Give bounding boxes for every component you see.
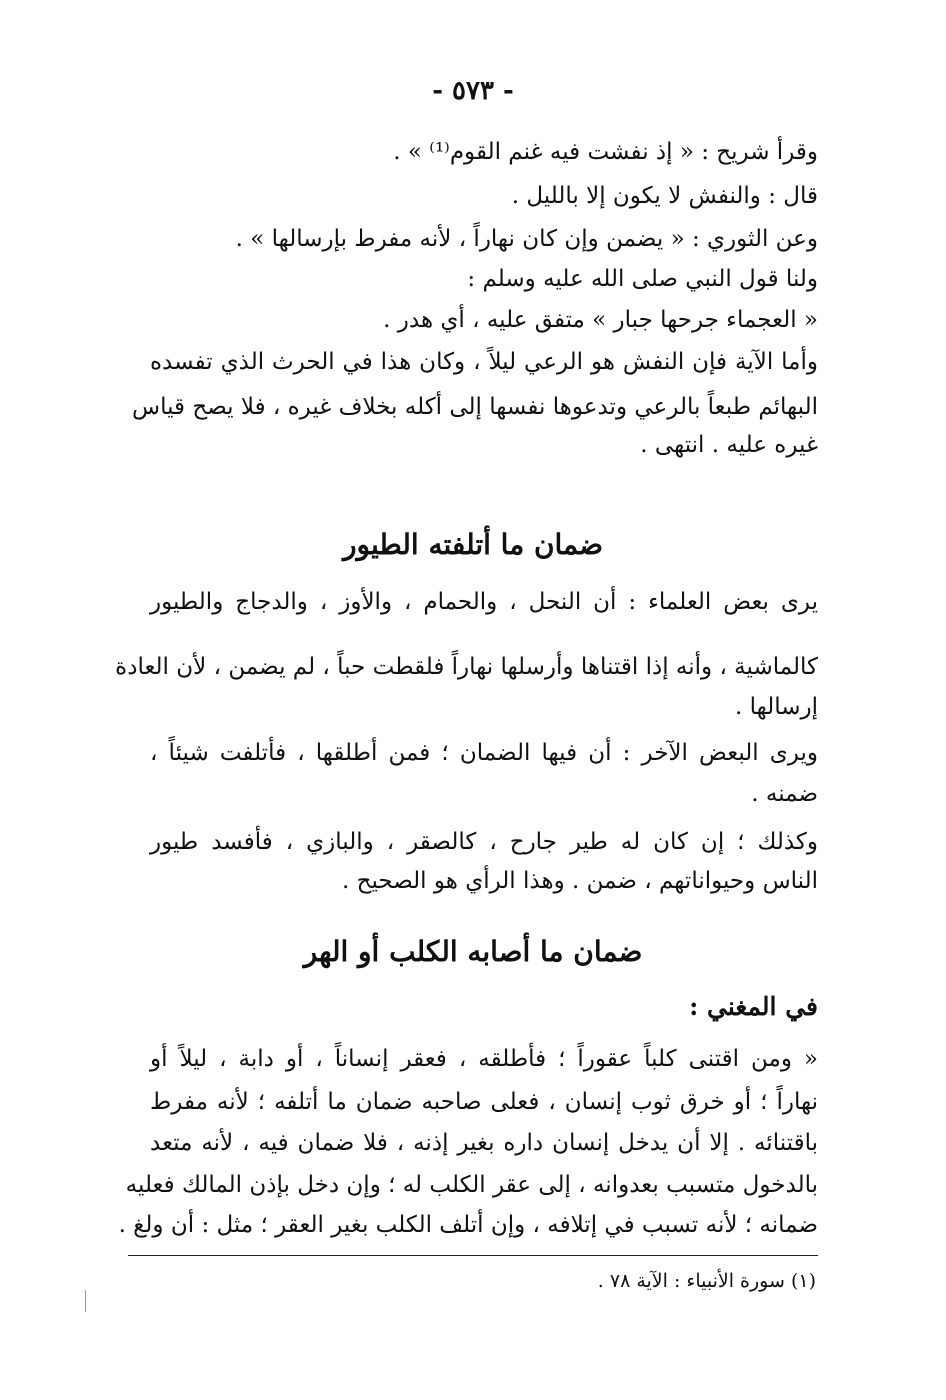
text-line: ولنا قول النبي صلى الله عليه وسلم :: [467, 266, 818, 292]
footnote-rule: [128, 1255, 818, 1256]
text-line: بالدخول متسبب بعدوانه ، إلى عقر الكلب له ؛ وإن دخل بإذن المالك فعليه: [125, 1172, 818, 1198]
text-line: الناس وحيواناتهم ، ضمن . وهذا الرأي هو الصحيح .: [341, 868, 818, 894]
text-line: قال : والنفش لا يكون إلا بالليل .: [511, 183, 818, 209]
text-line: ويرى البعض الآخر : أن فيها الضمان ؛ فمن أطلقها ، فأتلفت شيئاً ،: [150, 740, 818, 766]
text-line: غيره عليه . انتهى .: [640, 432, 818, 458]
text-line: نهاراً ؛ أو خرق ثوب إنسان ، فعلى صاحبه ضمان ما أتلفه ؛ لأنه مفرط: [150, 1089, 818, 1115]
text-line: « ومن اقتنى كلباً عقوراً ؛ فأطلقه ، فعقر إنساناً ، أو دابة ، ليلاً أو: [150, 1046, 818, 1072]
text-line: « العجماء جرحها جبار » متفق عليه ، أي هدر .: [383, 307, 818, 333]
text-line: يرى بعض العلماء : أن النحل ، والحمام ، والأوز ، والدجاج والطيور: [150, 589, 818, 615]
text-line: البهائم طبعاً بالرعي وتدعوها نفسها إلى أكله بخلاف غيره ، فلا يصح قياس: [132, 394, 818, 420]
margin-mark: [85, 1290, 86, 1312]
subheading: في المغني :: [689, 992, 818, 1021]
text-line: وقرأ شريح : « إذ نفشت فيه غنم القوم⁽¹⁾ » .: [393, 139, 818, 165]
text-line: كالماشية ، وأنه إذا اقتناها وأرسلها نهاراً فلقطت حباً ، لم يضمن ، لأن العادة: [115, 654, 818, 680]
page-number: - ٥٧٣ -: [432, 76, 514, 106]
text-line: إرسالها .: [734, 694, 818, 720]
text-line: وأما الآية فإن النفش هو الرعي ليلاً ، وكان هذا في الحرث الذي تفسده: [150, 349, 818, 375]
text-line: ضمنه .: [751, 781, 818, 807]
footnote: (١) سورة الأنبياء : الآية ٧٨ .: [597, 1270, 816, 1292]
text-line: وكذلك ؛ إن كان له طير جارح ، كالصقر ، والبازي ، فأفسد طيور: [150, 829, 818, 855]
text-line: ضمانه ؛ لأنه تسبب في إتلافه ، وإن أتلف الكلب بغير العقر ؛ مثل : أن ولغ .: [118, 1212, 818, 1238]
section-heading: ضمان ما أصابه الكلب أو الهر: [303, 935, 643, 968]
text-line: باقتنائه . إلا أن يدخل إنسان داره بغير إذنه ، فلا ضمان فيه ، لأنه متعد: [150, 1130, 818, 1156]
text-line: وعن الثوري : « يضمن وإن كان نهاراً ، لأنه مفرط بإرسالها » .: [235, 226, 818, 252]
section-heading: ضمان ما أتلفته الطيور: [342, 528, 603, 561]
